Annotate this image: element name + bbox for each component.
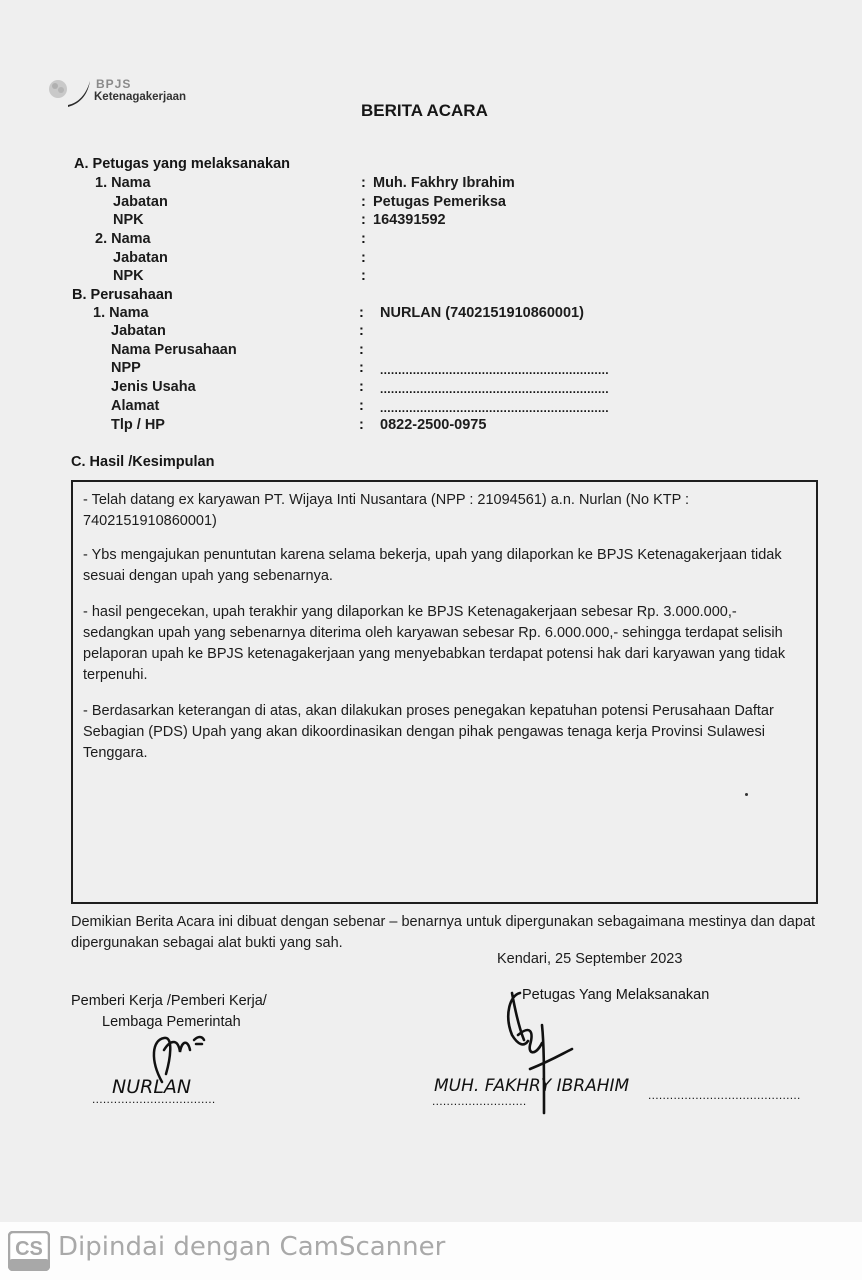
section-a-value: Muh. Fakhry Ibrahim xyxy=(373,175,515,191)
conclusion-paragraph: - Ybs mengajukan penuntutan karena selama bekerja, upah yang dilaporkan ke BPJS Ketenagakerjaan tidak sesuai dengan upah yang sebenarnya. xyxy=(83,547,782,584)
colon: : xyxy=(359,398,364,414)
signatory-right-title: Petugas Yang Melaksanakan xyxy=(522,987,710,1003)
signatory-left-name: NURLAN xyxy=(112,1076,192,1098)
speck xyxy=(745,793,748,796)
bpjs-logo-icon xyxy=(46,77,94,109)
colon: : xyxy=(359,360,364,376)
section-c-heading: C. Hasil /Kesimpulan xyxy=(71,454,215,470)
signature-line-right: .......................................... xyxy=(648,1088,801,1102)
bpjs-logo xyxy=(46,77,206,111)
section-b-heading: B. Perusahaan xyxy=(72,287,173,303)
conclusion-paragraph: - Berdasarkan keterangan di atas, akan dilakukan proses penegakan kepatuhan potensi Perusahaan Daftar Sebagian (PDS) Upah yang akan dikoordinasikan dengan pihak pengawas tenaga kerja Provinsi Sulawesi Tenggara. xyxy=(83,703,774,761)
section-b-value: 0822-2500-0975 xyxy=(380,417,487,433)
colon: : xyxy=(359,342,364,358)
camscanner-footer xyxy=(0,1222,862,1280)
section-b-label: Alamat xyxy=(111,398,160,414)
colon: : xyxy=(361,194,366,210)
document-title: BERITA ACARA xyxy=(361,101,488,120)
signatory-right-name: MUH. FAKHRY IBRAHIM xyxy=(434,1076,630,1096)
section-b-label: 1. Nama xyxy=(93,305,149,321)
section-a-heading: A. Petugas yang melaksanakan xyxy=(74,156,290,172)
section-b-label: Nama Perusahaan xyxy=(111,342,237,358)
colon: : xyxy=(361,175,366,191)
conclusion-box xyxy=(71,480,818,904)
signatory-left-title: Pemberi Kerja /Pemberi Kerja/ xyxy=(71,993,267,1009)
colon: : xyxy=(359,417,364,433)
jenis-usaha-blank-line: ............................................................... xyxy=(380,382,609,396)
conclusion-paragraph: - hasil pengecekan, upah terakhir yang dilaporkan ke BPJS Ketenagakerjaan sebesar Rp. 3.000.000,- sedangkan upah yang sebenarnya diterima oleh karyawan sebesar Rp. 6.000.000,- sehingga terdapat selisih pelaporan upah ke BPJS ketenagakerjaan yang menyebabkan terdapat potensi hak dari karyawan yang tidak terpenuhi. xyxy=(83,604,786,683)
closing-statement: Demikian Berita Acara ini dibuat dengan sebenar – benarnya untuk dipergunakan sebagaimana mestinya dan dapat dipergunakan sebagai alat bukti yang sah. xyxy=(71,914,816,951)
colon: : xyxy=(359,379,364,395)
signature-line-right-inner: .......................... xyxy=(432,1094,527,1108)
section-a-value: 164391592 xyxy=(373,212,446,228)
section-a-label: NPK xyxy=(113,212,144,228)
section-a-label: Jabatan xyxy=(113,250,168,266)
signatory-left-subtitle: Lembaga Pemerintah xyxy=(102,1014,241,1030)
camscanner-watermark-text: Dipindai dengan CamScanner xyxy=(58,1232,446,1262)
conclusion-paragraph: - Telah datang ex karyawan PT. Wijaya Inti Nusantara (NPP : 21094561) a.n. Nurlan (No KTP : 7402151910860001) xyxy=(83,492,690,529)
section-a-value: Petugas Pemeriksa xyxy=(373,194,506,210)
section-b-label: Tlp / HP xyxy=(111,417,165,433)
npp-blank-line: ............................................................... xyxy=(380,363,609,377)
place-date: Kendari, 25 September 2023 xyxy=(497,951,683,967)
alamat-blank-line: ............................................................... xyxy=(380,401,609,415)
section-a-label: 1. Nama xyxy=(95,175,151,191)
section-a-label: 2. Nama xyxy=(95,231,151,247)
colon: : xyxy=(361,250,366,266)
colon: : xyxy=(359,305,364,321)
colon: : xyxy=(361,212,366,228)
camscanner-badge-text: CS xyxy=(15,1238,43,1260)
section-b-label: Jabatan xyxy=(111,323,166,339)
section-a-label: NPK xyxy=(113,268,144,284)
logo-text-ketenagakerjaan: Ketenagakerjaan xyxy=(94,91,187,103)
section-b-label: Jenis Usaha xyxy=(111,379,196,395)
camscanner-logo-icon xyxy=(8,1231,50,1271)
section-b-value: NURLAN (7402151910860001) xyxy=(380,305,584,321)
logo-text-bpjs: BPJS xyxy=(96,77,132,91)
colon: : xyxy=(361,231,366,247)
colon: : xyxy=(359,323,364,339)
section-b-label: NPP xyxy=(111,360,141,376)
signature-line-left: .................................. xyxy=(92,1092,216,1106)
section-a-label: Jabatan xyxy=(113,194,168,210)
colon: : xyxy=(361,268,366,284)
